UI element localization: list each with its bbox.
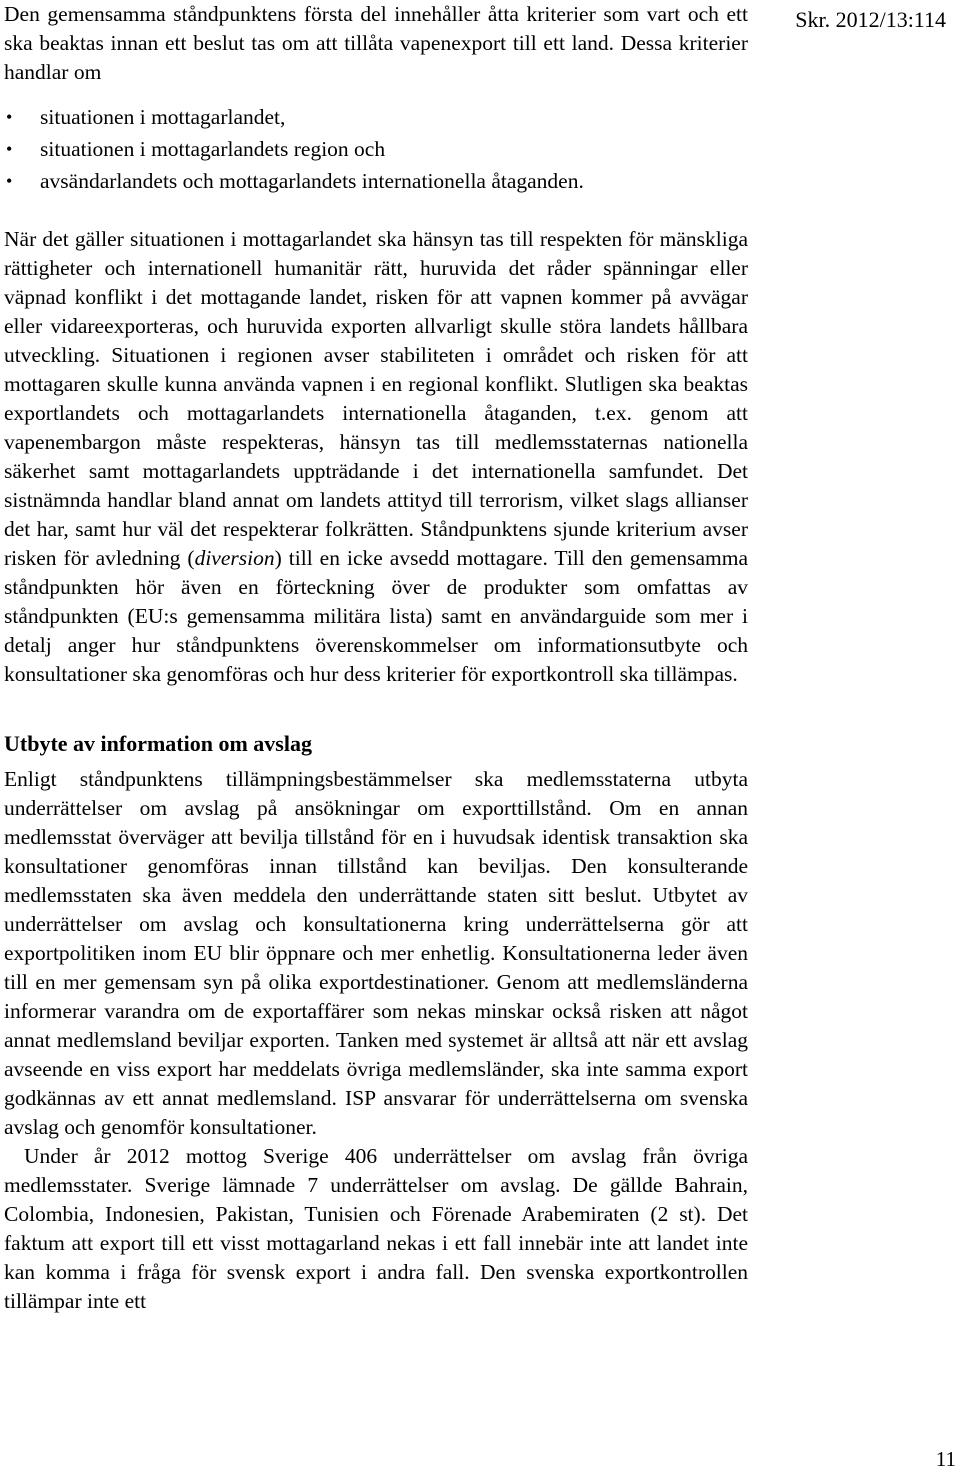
list-item — [4, 165, 748, 197]
section-paragraph: Enligt ståndpunktens tillämpningsbestämmelser ska medlemsstaterna utbyta underrättelser om avslag på ansökningar om exporttillstånd. Om en annan medlemsstat överväger att bevilja tillstånd för en i huvudsak identisk transaktion ska konsultationer genomföras innan tillstånd kan beviljas. Den konsulterande medlemsstaten ska även meddela den underrättande staten sitt beslut. Utbytet av underrättelser om avslag och konsultationerna kring underrättelserna gör att exportpolitiken inom EU blir öppnare och mer enhetlig. Konsultationerna leder även till en mer gemensam syn på olika exportdestinationer. Genom att medlemsländerna informerar varandra om de exportaffärer som nekas minskar också risken att något annat medlemsland beviljar exporten. Tanken med systemet är alltså att när ett avslag avseende en viss export har meddelats övriga medlemsländer, ska inte samma export godkännas av ett annat medlemsland. ISP ansvarar för underrättelserna om svenska avslag och genomför konsultationer. — [4, 767, 748, 1139]
document-reference: Skr. 2012/13:114 — [795, 7, 946, 32]
section-heading: Utbyte av information om avslag — [4, 731, 312, 756]
list-item-text: situationen i mottagarlandet, — [40, 105, 286, 129]
bullet-icon: • — [6, 139, 13, 159]
paragraph-text: ) till en icke avsedd mottagare. Till den gemensamma ståndpunkten hör även en förteckning över de produkter som omfattas av ståndpunkten (EU:s gemensamma militära lista) samt en användarguide som mer i detalj anger hur ståndpunktens överenskommelser om informationsutbyte och konsultationer ska genomföras och hur dess kriterier för exportkontroll ska tillämpas. — [4, 546, 748, 686]
list-item — [4, 133, 748, 165]
list-item-text: situationen i mottagarlandets region och — [40, 137, 386, 161]
bullet-icon: • — [6, 107, 13, 127]
page-number: 11 — [935, 1447, 956, 1471]
criteria-list — [4, 101, 748, 197]
list-item — [4, 101, 748, 133]
section-paragraph: Under år 2012 mottog Sverige 406 underrättelser om avslag från övriga medlemsstater. Sverige lämnade 7 underrättelser om avslag. De gällde Bahrain, Colombia, Indonesien, Pakistan, Tunisien och Förenade Arabemiraten (2 st). Det faktum att export till ett visst mottagarland nekas i ett fall innebär inte att landet inte kan komma i fråga för svensk export i andra fall. Den svenska exportkontrollen tillämpar inte ett — [4, 1144, 748, 1313]
main-text-column — [4, 0, 748, 1316]
list-item-text: avsändarlandets och mottagarlandets internationella åtaganden. — [40, 169, 584, 193]
criteria-explanation-paragraph — [4, 225, 748, 689]
italic-term: diversion — [194, 546, 275, 570]
intro-paragraph: Den gemensamma ståndpunktens första del innehåller åtta kriterier som vart och ett ska beaktas innan ett beslut tas om att tillåta vapenexport till ett land. Dessa kriterier handlar om — [4, 2, 748, 84]
bullet-icon: • — [6, 171, 13, 191]
paragraph-text: När det gäller situationen i mottagarlandet ska hänsyn tas till respekten för mänskliga rättigheter och internationell humanitär rätt, huruvida det råder spänningar eller väpnad konflikt i det mottagande landet, risken för att vapnen kommer på avvägar eller vidareexporteras, och huruvida exporten allvarligt skulle störa landets hållbara utveckling. Situationen i regionen avser stabiliteten i området och risken för att mottagaren skulle kunna använda vapnen i en regional konflikt. Slutligen ska beaktas exportlandets och mottagarlandets internationella åtaganden, t.ex. genom att vapenembargon måste respekteras, hänsyn tas till medlemsstaternas nationella säkerhet samt mottagarlandets uppträdande i det internationella samfundet. Det sistnämnda handlar bland annat om landets attityd till terrorism, vilket slags allianser det har, samt hur väl det respekterar folkrätten. Ståndpunktens sjunde kriterium avser risken för avledning ( — [4, 227, 748, 570]
